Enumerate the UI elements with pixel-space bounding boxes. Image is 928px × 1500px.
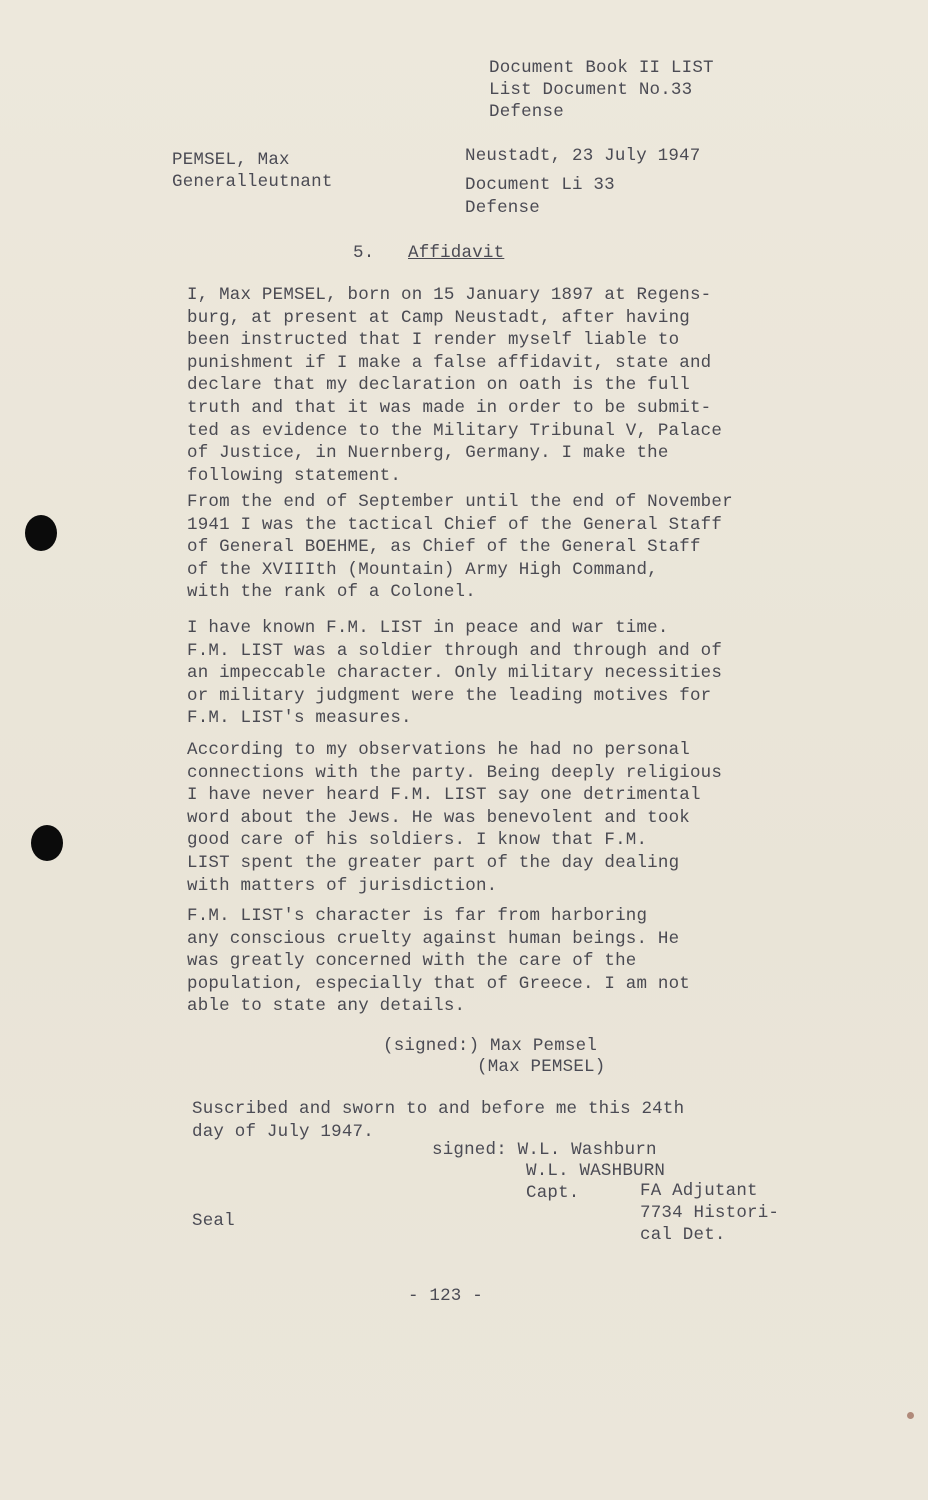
- text-line: I have never heard F.M. LIST say one detrimental: [187, 785, 701, 806]
- text-line: an impeccable character. Only military necessities: [187, 663, 723, 684]
- text-line: word about the Jews. He was benevolent and took: [187, 807, 690, 828]
- sworn-line-2: day of July 1947.: [192, 1122, 374, 1142]
- defense-top-line: Defense: [489, 102, 564, 122]
- sworn-line-1: Suscribed and sworn to and before me this 24th: [192, 1099, 685, 1119]
- text-line: According to my observations he had no personal: [187, 740, 690, 760]
- paragraph-1: [187, 284, 722, 487]
- text-line: declare that my declaration on oath is the full: [187, 375, 690, 396]
- text-line: been instructed that I render myself liable to: [187, 330, 680, 351]
- text-line: good care of his soldiers. I know that F.M.: [187, 830, 648, 851]
- text-line: or military judgment were the leading motives for: [187, 685, 712, 706]
- text-line: population, especially that of Greece. I am not: [187, 973, 690, 994]
- text-line: 1941 I was the tactical Chief of the General Staff: [187, 514, 723, 535]
- signature-name: (Max PEMSEL): [477, 1057, 606, 1077]
- doc-book-line: Document Book II LIST: [489, 58, 714, 78]
- punch-hole-top: [25, 515, 57, 551]
- defense-label: Defense: [465, 198, 540, 218]
- text-line: truth and that it was made in order to be submit-: [187, 397, 712, 418]
- document-title: Affidavit: [408, 243, 505, 263]
- text-line: From the end of September until the end of November: [187, 492, 733, 512]
- text-line: F.M. LIST's character is far from harboring: [187, 906, 648, 926]
- page-number: - 123 -: [408, 1286, 483, 1306]
- text-line: was greatly concerned with the care of the: [187, 951, 637, 972]
- paragraph-3: [187, 617, 722, 730]
- witness-role-2: 7734 Histori-: [640, 1203, 780, 1223]
- place-date: Neustadt, 23 July 1947: [465, 146, 701, 166]
- text-line: F.M. LIST was a soldier through and through and of: [187, 640, 723, 661]
- text-line: I, Max PEMSEL, born on 15 January 1897 at Regens-: [187, 285, 712, 305]
- text-line: able to state any details.: [187, 996, 466, 1017]
- signature-signed: (signed:) Max Pemsel: [383, 1036, 598, 1056]
- text-line: burg, at present at Camp Neustadt, after having: [187, 307, 690, 328]
- list-document-line: List Document No.33: [489, 80, 693, 100]
- paragraph-5: [187, 905, 690, 1018]
- author-name: PEMSEL, Max: [172, 150, 290, 170]
- text-line: following statement.: [187, 465, 402, 486]
- text-line: connections with the party. Being deeply religious: [187, 762, 723, 783]
- paper-mark: [907, 1412, 914, 1419]
- text-line: ted as evidence to the Military Tribunal V, Palace: [187, 420, 723, 441]
- paragraph-4: [187, 739, 722, 897]
- text-line: F.M. LIST's measures.: [187, 708, 412, 729]
- text-line: of Justice, in Nuernberg, Germany. I make the: [187, 443, 669, 464]
- section-number: 5.: [353, 243, 375, 263]
- text-line: any conscious cruelty against human beings. He: [187, 928, 680, 949]
- document-reference: Document Li 33: [465, 175, 615, 195]
- seal-label: Seal: [192, 1211, 235, 1231]
- witness-role-3: cal Det.: [640, 1225, 726, 1245]
- witness-role-1: FA Adjutant: [640, 1181, 758, 1201]
- text-line: with matters of jurisdiction.: [187, 875, 498, 896]
- witness-signed: signed: W.L. Washburn: [432, 1140, 657, 1160]
- author-rank: Generalleutnant: [172, 172, 333, 192]
- text-line: punishment if I make a false affidavit, state and: [187, 352, 712, 373]
- witness-rank: Capt.: [526, 1183, 580, 1203]
- witness-typed-name: W.L. WASHBURN: [526, 1161, 666, 1181]
- punch-hole-bottom: [31, 825, 63, 861]
- text-line: LIST spent the greater part of the day dealing: [187, 852, 680, 873]
- text-line: I have known F.M. LIST in peace and war time.: [187, 618, 669, 638]
- text-line: of the XVIIIth (Mountain) Army High Command,: [187, 559, 658, 580]
- text-line: with the rank of a Colonel.: [187, 582, 476, 603]
- text-line: of General BOEHME, as Chief of the General Staff: [187, 537, 701, 558]
- paragraph-2: [187, 491, 733, 604]
